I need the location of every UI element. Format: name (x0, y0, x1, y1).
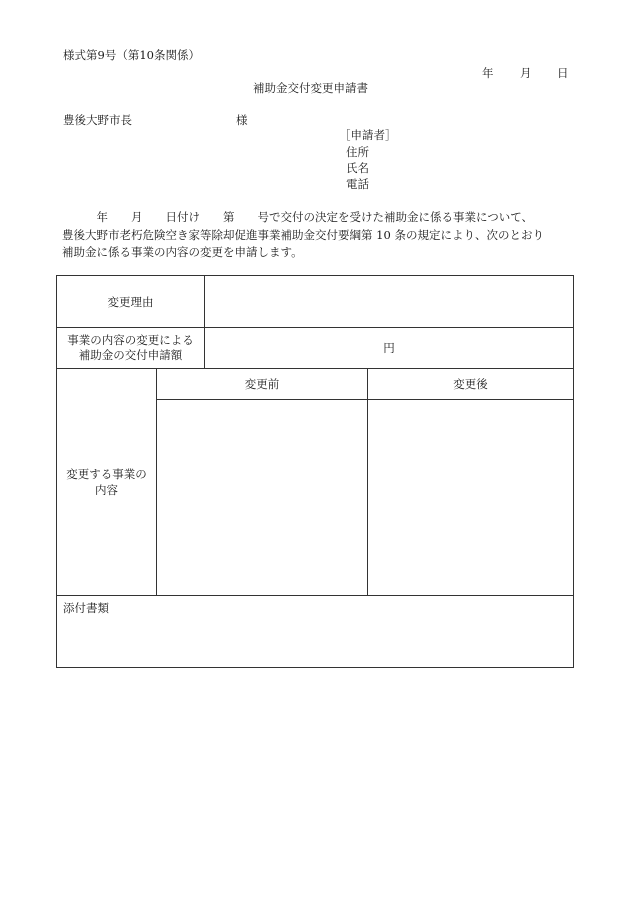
applicant-heading: ［申請者］ (339, 128, 397, 142)
applicant-name-label: 氏名 (346, 161, 369, 175)
statement-line-2: 豊後大野市老朽危険空き家等除却促進事業補助金交付要綱第 10 条の規定により、次のとおり (62, 227, 544, 242)
content-header-row (57, 369, 574, 400)
content-label (57, 369, 157, 596)
applicant-phone-label: 電話 (346, 177, 369, 191)
form-number: 様式第9号（第10条関係） (63, 48, 200, 62)
attachments-row (57, 596, 574, 668)
document-title: 補助金交付変更申請書 (253, 81, 368, 95)
date-month: 月 (520, 66, 532, 80)
attachments-field[interactable] (57, 596, 574, 668)
amount-unit: 円 (383, 341, 395, 355)
application-statement (62, 209, 582, 262)
date-day: 日 (557, 66, 569, 80)
change-application-table (56, 275, 574, 668)
content-label-line-2: 内容 (95, 483, 118, 497)
date-year: 年 (482, 66, 494, 80)
attachments-label: 添付書類 (63, 601, 109, 615)
addressee-name: 豊後大野市長 (63, 113, 132, 127)
amount-label-line-1: 事業の内容の変更による (67, 333, 194, 347)
before-header: 変更前 (157, 369, 368, 400)
applicant-address-label: 住所 (346, 145, 369, 159)
amount-label-line-2: 補助金の交付申請額 (78, 348, 183, 362)
amount-label (57, 328, 205, 369)
after-header: 変更後 (368, 369, 574, 400)
statement-line-1: 年 月 日付け 第 号で交付の決定を受けた補助金に係る事業について、 (62, 210, 534, 224)
addressee-honorific: 様 (236, 113, 248, 127)
after-content-field[interactable] (368, 400, 574, 596)
statement-line-3: 補助金に係る事業の内容の変更を申請します。 (62, 245, 303, 259)
reason-row (57, 276, 574, 328)
amount-row (57, 328, 574, 369)
content-label-line-1: 変更する事業の (66, 467, 147, 481)
reason-label: 変更理由 (57, 276, 205, 328)
before-content-field[interactable] (157, 400, 368, 596)
amount-field[interactable] (205, 328, 574, 369)
reason-field[interactable] (205, 276, 574, 328)
